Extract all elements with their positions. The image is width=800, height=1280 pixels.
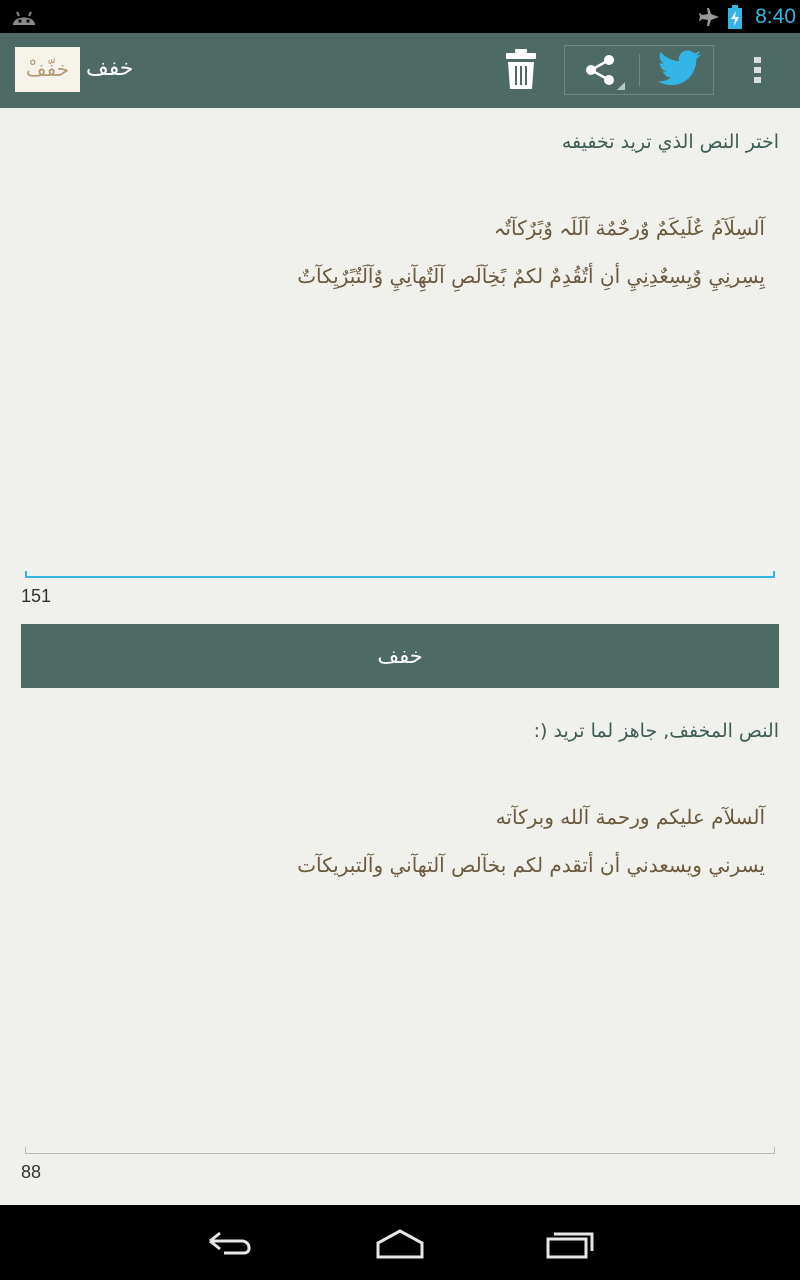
twitter-icon xyxy=(640,46,713,94)
share-button[interactable] xyxy=(565,46,639,94)
output-line: يسرني ويسعدني أن أتقدم لکم بخآلص آلتهآني وآلتبريکآت xyxy=(297,853,765,877)
recent-apps-icon xyxy=(540,1225,600,1261)
trash-icon xyxy=(496,45,546,95)
status-clock: 8:40 xyxy=(755,5,796,28)
share-action-group xyxy=(564,45,714,95)
input-text-field[interactable] xyxy=(30,204,765,564)
input-line: يِسِرنِيِ وٌيِسِعٌدِنِيِ أنِ أتٌقُدِمٌ لکمٌ بًخِآلَصِ آلَتٌهِآنِيِ وٌآلَتٌبًرٌيِکآتٌ xyxy=(297,264,765,288)
input-line: آلسِلَآمُ عٌلَيكَمٌ وٌرحٌمٌة آلَلَہ وٌبًرٌکآتٌہ xyxy=(493,216,765,240)
android-icon xyxy=(11,7,37,27)
output-text-field[interactable] xyxy=(30,793,765,1143)
input-underline xyxy=(25,570,775,578)
home-button[interactable] xyxy=(370,1225,430,1261)
action-bar xyxy=(0,33,800,108)
home-icon xyxy=(370,1225,430,1261)
navigation-bar xyxy=(0,1205,800,1280)
output-line: آلسلآم عليکم ورحمة آلله وبرکآته xyxy=(495,805,765,829)
status-bar xyxy=(0,0,800,33)
app-title: خفف xyxy=(86,56,134,81)
output-char-counter: 88 xyxy=(21,1162,42,1182)
share-icon xyxy=(565,46,639,94)
twitter-button[interactable] xyxy=(640,46,713,94)
overflow-menu-button[interactable] xyxy=(740,47,776,93)
recent-apps-button[interactable] xyxy=(540,1225,600,1261)
battery-charging-icon xyxy=(727,5,743,29)
output-underline xyxy=(25,1146,775,1154)
shrink-button[interactable]: خفف xyxy=(21,624,779,688)
clear-button[interactable] xyxy=(496,45,546,95)
airplane-mode-icon xyxy=(698,6,720,28)
back-button[interactable] xyxy=(200,1225,260,1261)
output-label: النص المخفف, جاهز لما تريد (: xyxy=(533,720,779,742)
back-icon xyxy=(200,1225,260,1261)
overflow-menu-icon xyxy=(740,47,776,93)
app-logo: خفّفْ xyxy=(15,47,80,92)
input-char-counter: 151 xyxy=(21,586,52,606)
input-label: اختر النص الذي تريد تخفيفه xyxy=(561,131,779,153)
